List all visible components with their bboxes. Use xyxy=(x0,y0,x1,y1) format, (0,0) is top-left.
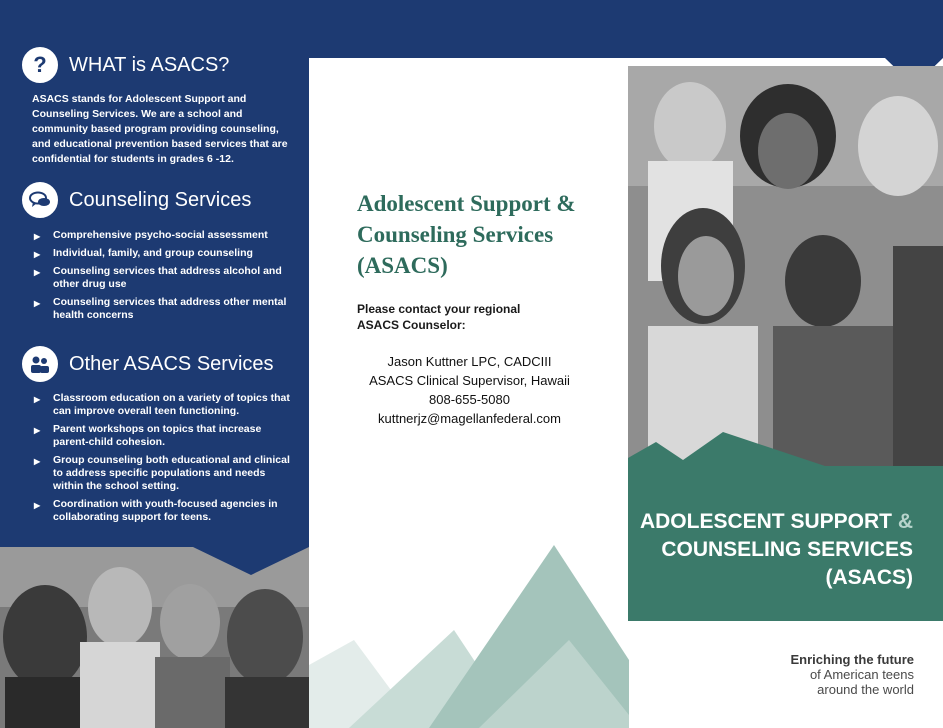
question-icon: ? xyxy=(22,47,58,83)
other-services-list xyxy=(30,392,292,529)
contact-prompt-line-1: Please contact your regional xyxy=(357,302,521,316)
tagline-line-1: Enriching the future xyxy=(790,652,914,667)
list-item xyxy=(30,247,292,260)
cover-title xyxy=(640,508,913,592)
bullet-arrow-icon: ▶ xyxy=(34,426,41,435)
tagline-line-3: around the world xyxy=(817,682,914,697)
title-line-2: Counseling Services xyxy=(357,222,554,247)
bullet-arrow-icon: ▶ xyxy=(34,268,41,277)
counseling-title: Counseling Services xyxy=(69,188,252,211)
bullet-arrow-icon: ▶ xyxy=(34,395,41,404)
other-heading xyxy=(22,346,274,382)
list-item xyxy=(30,229,292,242)
people-icon xyxy=(22,346,58,382)
cover-line-1: ADOLESCENT SUPPORT xyxy=(639,510,892,533)
counseling-heading xyxy=(22,182,251,218)
bullet-arrow-icon: ▶ xyxy=(34,501,41,510)
list-item xyxy=(30,296,292,322)
contact-block xyxy=(357,352,582,428)
contact-prompt-line-2: ASACS Counselor: xyxy=(357,318,466,332)
list-item-text: Counseling services that address other mental health concerns xyxy=(53,296,287,321)
right-mountain-edge xyxy=(628,432,943,468)
list-item-text: Counseling services that address alcohol and other drug use xyxy=(53,265,282,290)
contact-name: Jason Kuttner LPC, CADCIII xyxy=(387,354,552,369)
list-item xyxy=(30,265,292,291)
tagline xyxy=(791,652,915,697)
brochure-title xyxy=(357,188,607,281)
list-item-text: Group counseling both educational and clinical to address specific populations and needs within the school setting. xyxy=(53,454,290,492)
contact-role: ASACS Clinical Supervisor, Hawaii xyxy=(369,373,570,388)
list-item xyxy=(30,423,292,449)
bullet-arrow-icon: ▶ xyxy=(34,232,41,241)
chat-bubbles-icon xyxy=(22,182,58,218)
left-panel xyxy=(0,0,309,547)
contact-prompt xyxy=(357,301,520,333)
cover-line-2: COUNSELING SERVICES xyxy=(661,538,913,561)
tagline-line-2: of American teens xyxy=(809,667,914,682)
students-photo-right xyxy=(628,66,943,466)
students-photo-left xyxy=(0,547,309,728)
contact-email[interactable]: kuttnerjz@magellanfederal.com xyxy=(377,411,561,426)
cover-line-3: (ASACS) xyxy=(825,566,913,589)
list-item xyxy=(30,392,292,418)
counseling-list xyxy=(30,229,292,327)
what-heading xyxy=(22,47,229,83)
title-line-1: Adolescent Support & xyxy=(357,191,576,216)
other-title: Other ASACS Services xyxy=(69,352,274,375)
list-item-text: Coordination with youth-focused agencies in collaborating support for teens. xyxy=(53,498,278,523)
list-item xyxy=(30,454,292,493)
bullet-arrow-icon: ▶ xyxy=(34,299,41,308)
title-line-3: (ASACS) xyxy=(357,253,448,278)
contact-phone: 808-655-5080 xyxy=(429,392,510,407)
list-item-text: Individual, family, and group counseling xyxy=(53,247,253,259)
cover-title-box xyxy=(628,466,943,621)
mountain-graphic xyxy=(309,540,629,728)
list-item-text: Parent workshops on topics that increase parent-child cohesion. xyxy=(53,423,262,448)
bullet-arrow-icon: ▶ xyxy=(34,457,41,466)
what-title: WHAT is ASACS? xyxy=(69,53,230,76)
list-item-text: Comprehensive psycho-social assessment xyxy=(53,229,268,241)
list-item-text: Classroom education on a variety of topics that can improve overall teen functioning. xyxy=(53,392,290,417)
what-description: ASACS stands for Adolescent Support and Counseling Services. We are a school and community based program providing counseling, and educational prevention based services that are confidential for students in grades 6 -12. xyxy=(32,93,288,165)
cover-ampersand: & xyxy=(897,510,913,533)
list-item xyxy=(30,498,292,524)
bullet-arrow-icon: ▶ xyxy=(34,250,41,259)
